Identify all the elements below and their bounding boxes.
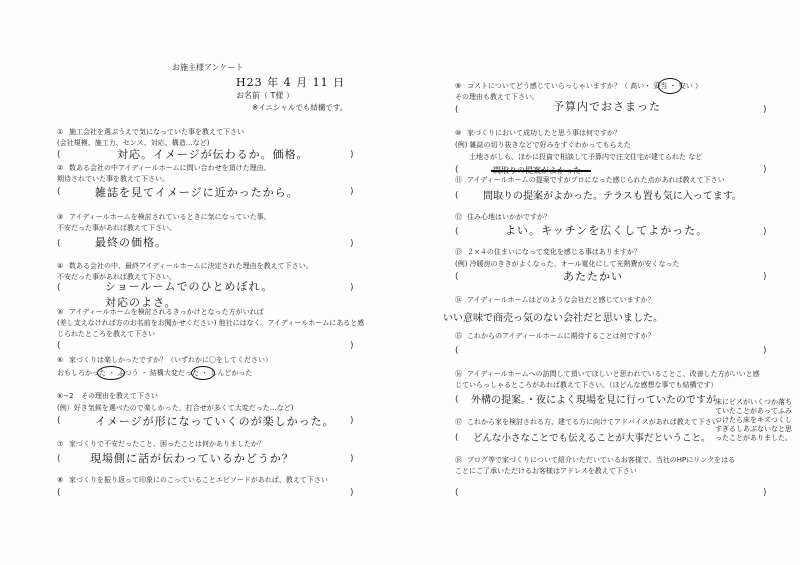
date-field: H23 年 4 月 11 日 (236, 76, 346, 89)
answer-1: 対応。イメージが伝わるか。価格。 (117, 148, 309, 161)
question-3: ③ アイディールホームを検討されているときに気になっていた事、 (57, 213, 271, 221)
answer-paren-close: ) (350, 416, 354, 426)
strikethrough (491, 170, 591, 172)
answer-16: 外構の提案。・夜によく現場を見に行っていたのですが (471, 395, 716, 406)
question-16: ⑯ アイディールホームへの訪問して頂いてほしいと思われていることこ、改善した方がいいと感 (455, 370, 760, 378)
answer-paren-close: ) (350, 150, 354, 160)
question-8: ⑧ 家づくりを振り返って印象にのこっていることエピソードがあれば、教えて下さい (57, 476, 328, 484)
answer-2: 雑誌を見てイメージに近かったから。 (95, 186, 299, 199)
answer-16-margin-note: 床にビスがいくつか落ちていたことがあってふみつけたら床をキズつくしすぎるしあぶないなと思ったことがありました。 (715, 398, 792, 442)
answer-paren-open: ( (455, 165, 459, 175)
question-1-sub: (会社規模、施工力、センス、対応、構造…など) (57, 139, 210, 147)
answer-paren-close: ) (763, 227, 767, 237)
question-1: ① 施工会社を選ぶうえで気になっていた事を教えて下さい (57, 128, 244, 136)
answer-11: 間取りの提案がよかった。テラスも置も気に入ってます。 (483, 191, 742, 202)
right-column (443, 0, 800, 565)
question-5-sub2: じられたところを教えて下さい (57, 330, 155, 338)
question-10-sub2: 土地さがしも、ほかに投資で相談して予算内で注文住宅が建てられた など (469, 153, 703, 161)
question-11: ⑪ アイディールホームの提案ですがプロになった感じられた点があれば教えて下さい (455, 176, 725, 184)
question-4-sub: 不安だった事があれば教えて下さい。 (57, 273, 176, 281)
answer-paren-open: ( (455, 346, 459, 356)
question-3-sub: 不安だった事があれば教えて下さい。 (57, 224, 176, 232)
question-18: ⑱ ブログ等で家づくりについて紹介いただいているお客様で、当社のHPにリンクをはる (455, 456, 736, 464)
answer-12: よい。キッチンを広くしてよかった。 (505, 224, 709, 237)
page-title: お施主様アンケート (172, 63, 244, 72)
answer-paren-open: ( (57, 187, 61, 197)
question-9: ⑨ コストについてどう感じていらっしゃいますか？（ 高い・ 妥当 ・ 安い ） (455, 82, 702, 90)
answer-4-line1: ショールームでのひとめぼれ。 (105, 280, 274, 293)
question-2: ② 数ある会社の中アイディールホームに問い合わせを頂けた理由、 (57, 164, 271, 172)
question-10: ⑩ 家づくりにおいて成功したと思う事は何ですか？ (455, 129, 621, 137)
answer-paren-close: ) (763, 165, 767, 175)
question-6-2: ⑥−2 その理由を教えて下さい (57, 392, 158, 400)
question-18-sub: ことにご了承いただけるお客様はアドレスを教えて下さい (455, 467, 637, 475)
answer-paren-open: ( (57, 283, 61, 293)
question-12: ⑫ 住み心地はいかがですか？ (455, 213, 551, 221)
question-5-sub: (差し支えなければ方のお名前をお聞かせください) 他社にはなく、アイディールホームにあると感 (57, 319, 365, 327)
answer-paren-close: ) (763, 272, 767, 282)
answer-paren-close: ) (350, 283, 354, 293)
answer-paren-open: ( (455, 488, 459, 498)
answer-paren-open: ( (455, 395, 459, 405)
question-10-sub: (例) 雑誌の切り抜きなどで好みをすぐわかってもらえた (455, 141, 631, 149)
left-column (45, 0, 405, 565)
question-7: ⑦ 家づくりで不安だったこと、困ったことは何かありましたか？ (57, 440, 265, 448)
question-2-sub: 期待されていた事を教えて下さい。 (57, 175, 169, 183)
selected-option-circle (97, 366, 125, 380)
answer-paren-open: ( (455, 191, 459, 201)
answer-paren-close: ) (350, 239, 354, 249)
answer-9: 予算内でおさまった (553, 100, 661, 113)
question-16-sub: じていらっしゃるところがあれば教えて下さい。（ほどんな感想な事でも結構です） (455, 381, 718, 389)
answer-paren-close: ) (350, 341, 354, 351)
answer-paren-open: ( (57, 341, 61, 351)
question-13: ⑬ ２×４の住まいになって変化を感じる事はありますか？ (455, 248, 641, 256)
question-14: ⑭ アイディールホームはどのような会社だと感じていますか？ (455, 296, 655, 304)
answer-14: いい意味で商売っ気のない会社だと思いました。 (443, 313, 663, 324)
answer-paren-close: ) (763, 488, 767, 498)
answer-4-line2: 対応のよさ。 (105, 296, 177, 309)
answer-paren-open: ( (57, 488, 61, 498)
question-13-sub: (例) 冷暖房のききがよくなった、オール電化にして光熱費が安くなった (455, 260, 680, 268)
answer-paren-close: ) (763, 105, 767, 115)
question-15: ⑮ これからのアイディールホームに期待することは何ですか？ (455, 332, 655, 340)
answer-6-2: イメージが形になっていくのが楽しかった。 (95, 415, 335, 428)
answer-paren-open: ( (57, 239, 61, 249)
question-5: ⑤ アイディールホームを検討されるきっかけとなった方がいれば (57, 308, 264, 316)
answer-paren-close: ) (350, 488, 354, 498)
answer-paren-open: ( (455, 272, 459, 282)
answer-paren-close: ) (763, 346, 767, 356)
initials-note: ※イニシャルでも結構です。 (252, 103, 348, 112)
selected-option-circle (191, 366, 215, 380)
selected-option-circle (658, 78, 682, 94)
name-field: お名前（ T様 ） (236, 91, 294, 100)
answer-paren-open: ( (455, 227, 459, 237)
answer-17: どんな小さなことでも伝えることが大事だということ。 (473, 433, 711, 444)
answer-7: 現場側に話が伝わっているかどうか？ (90, 452, 294, 465)
question-6-2-sub: (例）好き気候を選べたので楽しかった、打合せが多くて大変だった…など) (57, 404, 294, 412)
answer-paren-open: ( (57, 150, 61, 160)
answer-paren-open: ( (455, 105, 459, 115)
question-6: ⑥ 家づくりは楽しかったですか？（いずれかに〇をしてください） (57, 356, 272, 364)
answer-paren-open: ( (57, 454, 61, 464)
answer-paren-open: ( (455, 433, 459, 443)
answer-3: 最終の価格。 (95, 236, 167, 249)
answer-paren-close: ) (350, 187, 354, 197)
answer-13: あたたかい (563, 270, 623, 283)
answer-paren-open: ( (57, 416, 61, 426)
question-9-sub: その理由も教えて下さい。 (455, 93, 539, 101)
question-17: ⑰ これから家を検討される方、建てる方に向けてアドバイスがあれば教えて下さい (455, 418, 719, 426)
question-6-options: おもしろかった ・ ふつう ・ 結構大変だった ・ しんどかった (57, 369, 253, 377)
question-4: ④ 数ある会社の中、最終アイディールホームに決定された理由を教えて下さい。 (57, 262, 313, 270)
answer-paren-close: ) (350, 454, 354, 464)
